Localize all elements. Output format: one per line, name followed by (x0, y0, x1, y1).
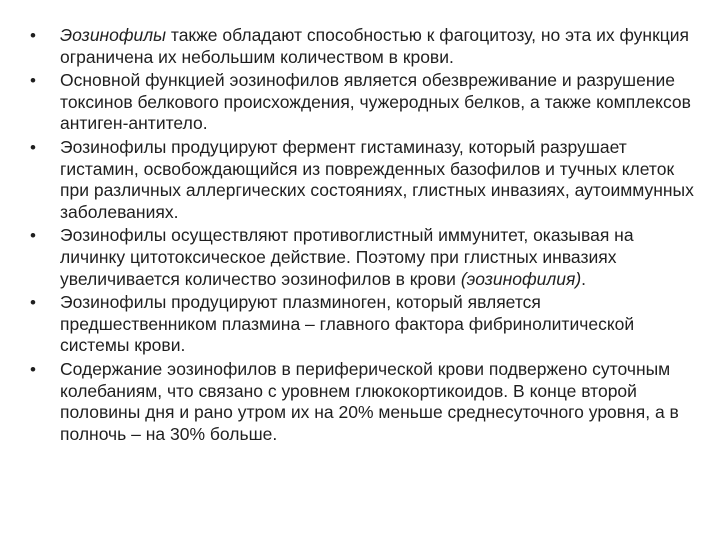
bullet-text: Эозинофилы продуцируют фермент гистаминазу, который разрушает гистамин, освобождающийся из поврежденных базофилов и тучных клеток при различных аллергических состояниях, глистных инвазиях, аутоиммунных заболеваниях. (60, 136, 694, 222)
bullet-text: Эозинофилы продуцируют плазминоген, который является предшественником плазмина – главного фактора фибринолитической системы крови. (60, 292, 635, 356)
bullet-list (30, 25, 700, 447)
list-item (30, 137, 700, 223)
bullet-icon: • (30, 26, 36, 45)
bullet-text: Содержание эозинофилов в периферической крови подвержено суточным колебаниям, что связано с уровнем глюкокортикоидов. В конце второй половины дня и рано утром их на 20% меньше среднесуточного уровня, а в полночь – на 30% больше. (60, 358, 679, 444)
bullet-text: Эозинофилы осуществляют противоглистный иммунитет, оказывая на личинку цитотоксическое действие. Поэтому при глистных инвазиях увеличивается количество эозинофилов в крови (60, 225, 634, 289)
list-item (30, 359, 700, 445)
bullet-text-end: . (581, 268, 587, 289)
bullet-icon: • (30, 226, 36, 246)
list-item (30, 70, 700, 135)
term-eosinophils-italic: Эозинофилы (60, 25, 167, 45)
bullet-text: также обладают способностью к фагоцитозу, но эта их функция ограничена их небольшим количеством в крови. (60, 25, 690, 67)
list-item (30, 225, 700, 290)
bullet-icon: • (30, 359, 36, 379)
bullet-text: Основной функцией эозинофилов является обезвреживание и разрушение токсинов белкового происхождения, чужеродных белков, а также комплексов антиген-антитело. (60, 70, 691, 134)
list-item (30, 25, 700, 68)
bullet-icon: • (30, 71, 36, 91)
bullet-icon: • (30, 293, 36, 313)
bullet-icon: • (30, 137, 36, 157)
term-eosinophilia-italic: (эозинофилия) (460, 268, 582, 289)
list-item (30, 292, 700, 357)
